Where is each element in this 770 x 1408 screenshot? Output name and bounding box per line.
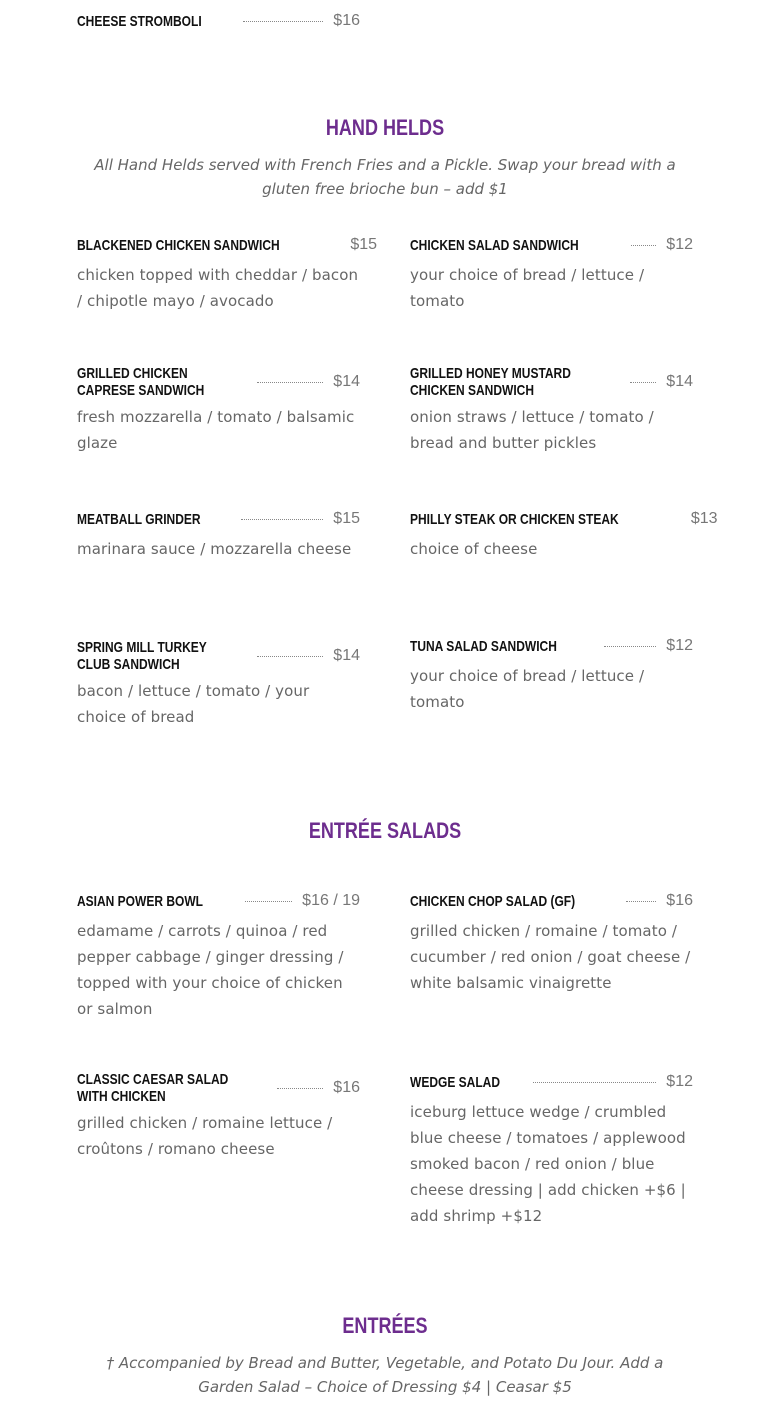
menu-item [77,636,360,730]
item-name: CHICKEN SALAD SANDWICH [410,236,579,254]
dotted-leader [533,1082,657,1083]
menu-item [77,504,360,562]
dotted-leader [604,646,657,647]
item-price: $12 [666,1073,693,1090]
dotted-leader [257,656,323,657]
item-header [410,504,718,534]
item-description: your choice of bread / lettuce / tomato [410,667,645,711]
item-header [77,1068,360,1108]
item-header [410,230,693,260]
item-description: bacon / lettuce / tomato / your choice of bread [77,682,310,726]
menu-item [410,1067,693,1229]
item-header [410,362,693,402]
dotted-leader [241,519,323,520]
dotted-leader [630,382,656,383]
menu-item [77,230,378,314]
dotted-leader [245,901,293,902]
item-header [410,1067,693,1097]
dotted-leader [626,901,656,902]
item-name: TUNA SALAD SANDWICH [410,637,557,655]
item-price: $15 [333,510,360,527]
item-header [77,6,360,36]
item-price: $12 [666,236,693,253]
item-description: your choice of bread / lettuce / tomato [410,266,645,310]
item-header [410,886,693,916]
section-title-hand-helds: HAND HELDS [325,115,445,140]
item-price: $14 [333,373,360,390]
item-header [77,886,360,916]
section-note-hand-helds: All Hand Helds served with French Fries and a Pickle. Swap your bread with a gluten free brioche bun – add $1 [94,156,676,198]
item-name: ASIAN POWER BOWL [77,892,203,910]
menu-item [410,230,693,314]
section-note-entrees: † Accompanied by Bread and Butter, Vegetable, and Potato Du Jour. Add a Garden Salad – Choice of Dressing $4 | Ceasar $5 [106,1354,664,1396]
item-header [77,362,360,402]
item-name: CHEESE STROMBOLI [77,12,202,30]
menu-item-cheese-stromboli [77,6,360,36]
menu-item [410,504,718,562]
item-header [410,631,693,661]
item-price: $13 [690,510,718,527]
item-price: $15 [350,236,378,253]
item-description: grilled chicken / romaine lettuce / croûtons / romano cheese [77,1114,333,1158]
item-price: $14 [333,647,360,664]
section-title-entree-salads: ENTRÉE SALADS [308,818,462,843]
item-name: SPRING MILL TURKEY CLUB SANDWICH [77,639,207,673]
menu-item [77,362,360,456]
item-price: $14 [666,373,693,390]
item-description: grilled chicken / romaine / tomato / cucumber / red onion / goat cheese / white balsamic vinaigrette [410,922,691,992]
dotted-leader [277,1088,323,1089]
item-name: GRILLED CHICKEN CAPRESE SANDWICH [77,365,205,399]
item-description: marinara sauce / mozzarella cheese [77,540,352,558]
dotted-leader [257,382,323,383]
section-title-entrees: ENTRÉES [342,1313,428,1338]
item-price: $16 / 19 [302,892,360,909]
item-name: GRILLED HONEY MUSTARD CHICKEN SANDWICH [410,365,571,399]
item-price: $16 [666,892,693,909]
item-header [77,636,360,676]
item-name: CHICKEN CHOP SALAD (GF) [410,892,576,910]
dotted-leader [631,245,656,246]
menu-item [410,362,693,456]
item-header [77,230,378,260]
item-description: chicken topped with cheddar / bacon / chipotle mayo / avocado [77,266,359,310]
dotted-leader [243,21,323,22]
menu-item [410,631,693,715]
item-description: onion straws / lettuce / tomato / bread and butter pickles [410,408,654,452]
item-name: CLASSIC CAESAR SALAD WITH CHICKEN [77,1071,229,1105]
menu-item [77,886,360,1022]
item-name: PHILLY STEAK OR CHICKEN STEAK [410,510,619,528]
item-description: edamame / carrots / quinoa / red pepper cabbage / ginger dressing / topped with your choice of chicken or salmon [77,922,344,1018]
item-name: BLACKENED CHICKEN SANDWICH [77,236,280,254]
menu-item [77,1068,360,1162]
item-description: fresh mozzarella / tomato / balsamic glaze [77,408,355,452]
item-name: WEDGE SALAD [410,1073,500,1091]
menu-item [410,886,693,996]
item-price: $16 [333,1079,360,1096]
item-price: $12 [666,637,693,654]
item-description: iceburg lettuce wedge / crumbled blue cheese / tomatoes / applewood smoked bacon / red onion / blue cheese dressing | add chicken +$6 | add shrimp +$12 [410,1103,686,1225]
item-name: MEATBALL GRINDER [77,510,201,528]
item-price: $16 [333,12,360,29]
item-description: choice of cheese [410,540,538,558]
item-header [77,504,360,534]
